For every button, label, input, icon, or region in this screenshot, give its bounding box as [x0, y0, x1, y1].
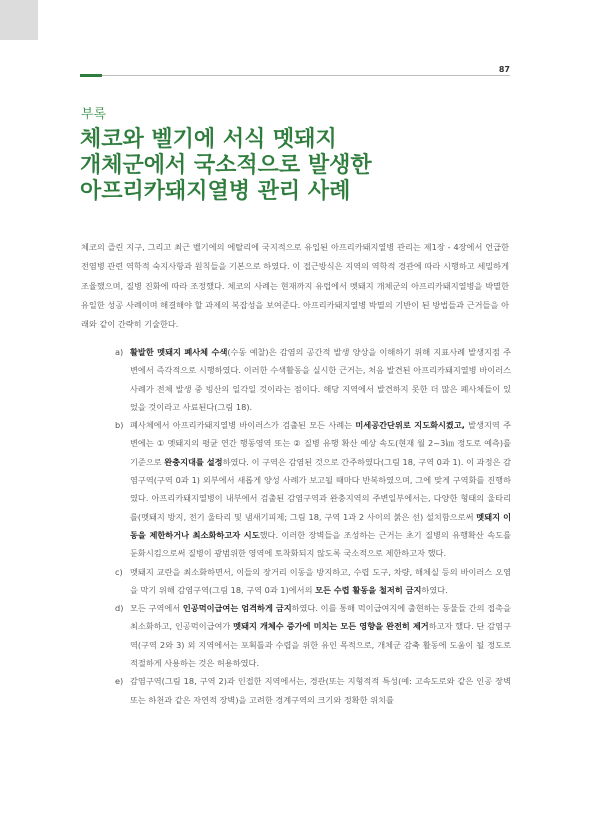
emphasis-text: 활발한 멧돼지 폐사체 수색	[130, 347, 228, 357]
emphasis-text: 인공먹이급여는 엄격하게 금지	[182, 603, 292, 614]
list-item	[115, 343, 511, 416]
body-text: 하였다. 이를 통해 먹이급여지에 출현하는 동물들 간의 접촉을 최소화하고, 인공먹이급여가	[130, 603, 511, 632]
title-line: 개체군에서 국소적으로 발생한	[80, 153, 372, 178]
list-item	[115, 563, 511, 600]
list-item	[115, 416, 511, 562]
body-text: 하고자 했다. 단 감염구역(구역 2와 3) 외 지역에서는 포획틀과 수렵을 위한 유인 목적으로, 개체군 감축 활동에 도움이 될 정도로 적절하게 사용하는 것은 허용하였다.	[130, 621, 511, 669]
body-text: 하였다.	[421, 584, 448, 595]
list-marker: c)	[115, 566, 123, 577]
body-text: 멧돼지 교란을 최소화하면서, 이들의 장거리 이동을 방지하고, 수렵 도구, 차량, 해체실 등의 바이러스 오염을 막기 위해 감염구역(그림 18, 구역 0과 1)에서의	[130, 566, 511, 595]
list-marker: a)	[115, 347, 124, 357]
body-text: 폐사체에서 아프리카돼지열병 바이러스가 검출된 모든 사례는	[130, 420, 356, 431]
body-text: 감염구역(그림 18, 구역 2)과 인접한 지역에서는, 경관(또는 지형적적 특성(예: 고속도로와 같은 인공 장벽 또는 하천과 같은 자연적 장벽)을 고려한 경계구역의 크기와 정확한 위치를	[130, 676, 511, 705]
title-line: 체코와 벨기에 서식 멧돼지	[80, 127, 337, 152]
header-rule	[80, 75, 510, 76]
list-marker: e)	[115, 676, 124, 687]
header-rule-accent	[80, 74, 102, 77]
body-text: 모든 구역에서	[130, 603, 183, 614]
section-label: 부록	[81, 107, 107, 122]
emphasis-text: 모든 수렵 활동을 철저히 금지	[315, 584, 422, 595]
body-text: 했다. 이러한 장벽들을 조성하는 근거는 초기 질병의 유행확산 속도를 둔화시킴으로써 질병이 광범위한 영역에 토착화되지 않도록 국소적으로 제한하고자 했다.	[130, 529, 511, 559]
measures-list	[115, 343, 511, 709]
body-text: 하였다. 이 구역은 감염된 것으로 간주하였다(그림 18, 구역 0과 1). 이 과정은 감염구역(구역 0과 1) 외부에서 새롭게 양성 사례가 보고될 때마다 반복하였으며, 그에 맞게 구역화를 진행하였다. 아프리카돼지열병이 내부에서 검출된 감염구역과 완충지역의 주변일부에서는, 다양한 형태의 울타리를(멧돼지 방지, 전기 울타리 및 냄새기피제; 그림 18, 구역 1과 2 사이의 붉은 선) 설치함으로써	[130, 456, 511, 522]
list-marker: b)	[115, 420, 124, 431]
list-item	[115, 599, 511, 672]
emphasis-text: 미세공간단위로 지도화시켰고,	[355, 420, 465, 431]
title-line: 아프리카돼지열병 관리 사례	[80, 179, 351, 204]
list-item	[115, 672, 511, 709]
emphasis-text: 완충지대를 설정	[164, 456, 223, 467]
emphasis-text: 멧돼지 이동을 제한하거나 최소화하고자 시도	[130, 511, 511, 540]
body-text: (수동 예찰)은 감염의 공간적 발생 양상을 이해하기 위해 지표사례 발생지점 주변에서 즉각적으로 시행하였다. 이러한 수색활동을 실시한 근거는, 처음 발견된 아프리카돼지열병 바이러스 사례가 전체 발생 중 빙산의 일각일 것이라는 점이다. 해당 지역에서 발견하지 못한 더 많은 폐사체들이 있었을 것이라고 사료된다(그림 18).	[130, 347, 511, 412]
emphasis-text: 멧돼지 개체수 증가에 미치는 모든 영향을 완전히 제거	[233, 621, 429, 632]
body-text: 발생지역 주변에는 ① 멧돼지의 평균 연간 행동영역 또는 ② 질병 유행 확산 예상 속도(현재 월 2~3㎞ 정도로 예측)를 기준으로	[130, 420, 511, 467]
corner-tab	[0, 0, 38, 40]
page-title	[80, 127, 520, 205]
page-number: 87	[498, 65, 510, 74]
intro-paragraph: 체코의 즐린 지구, 그리고 최근 벨기에의 에탈리에 국지적으로 유입된 아프리카돼지열병 관리는 제1장 - 4장에서 언급한 전염병 관련 역학적 숙지사항과 원칙들을 기본으로 하였다. 이 접근방식은 지역의 역학적 경관에 따라 시행하고 세밀하게 조율했으며, 질병 진화에 따라 조정했다. 체코의 사례는 현재까지 유럽에서 멧돼지 개체군의 아프리카돼지열병을 박멸한 유일한 성공 사례이며 해결해야 할 과제의 복잡성을 보여준다. 아프리카돼지열병 박멸의 기반이 된 방법들과 근거들을 아래와 같이 간략히 기술한다.	[81, 242, 509, 330]
list-marker: d)	[115, 603, 124, 614]
